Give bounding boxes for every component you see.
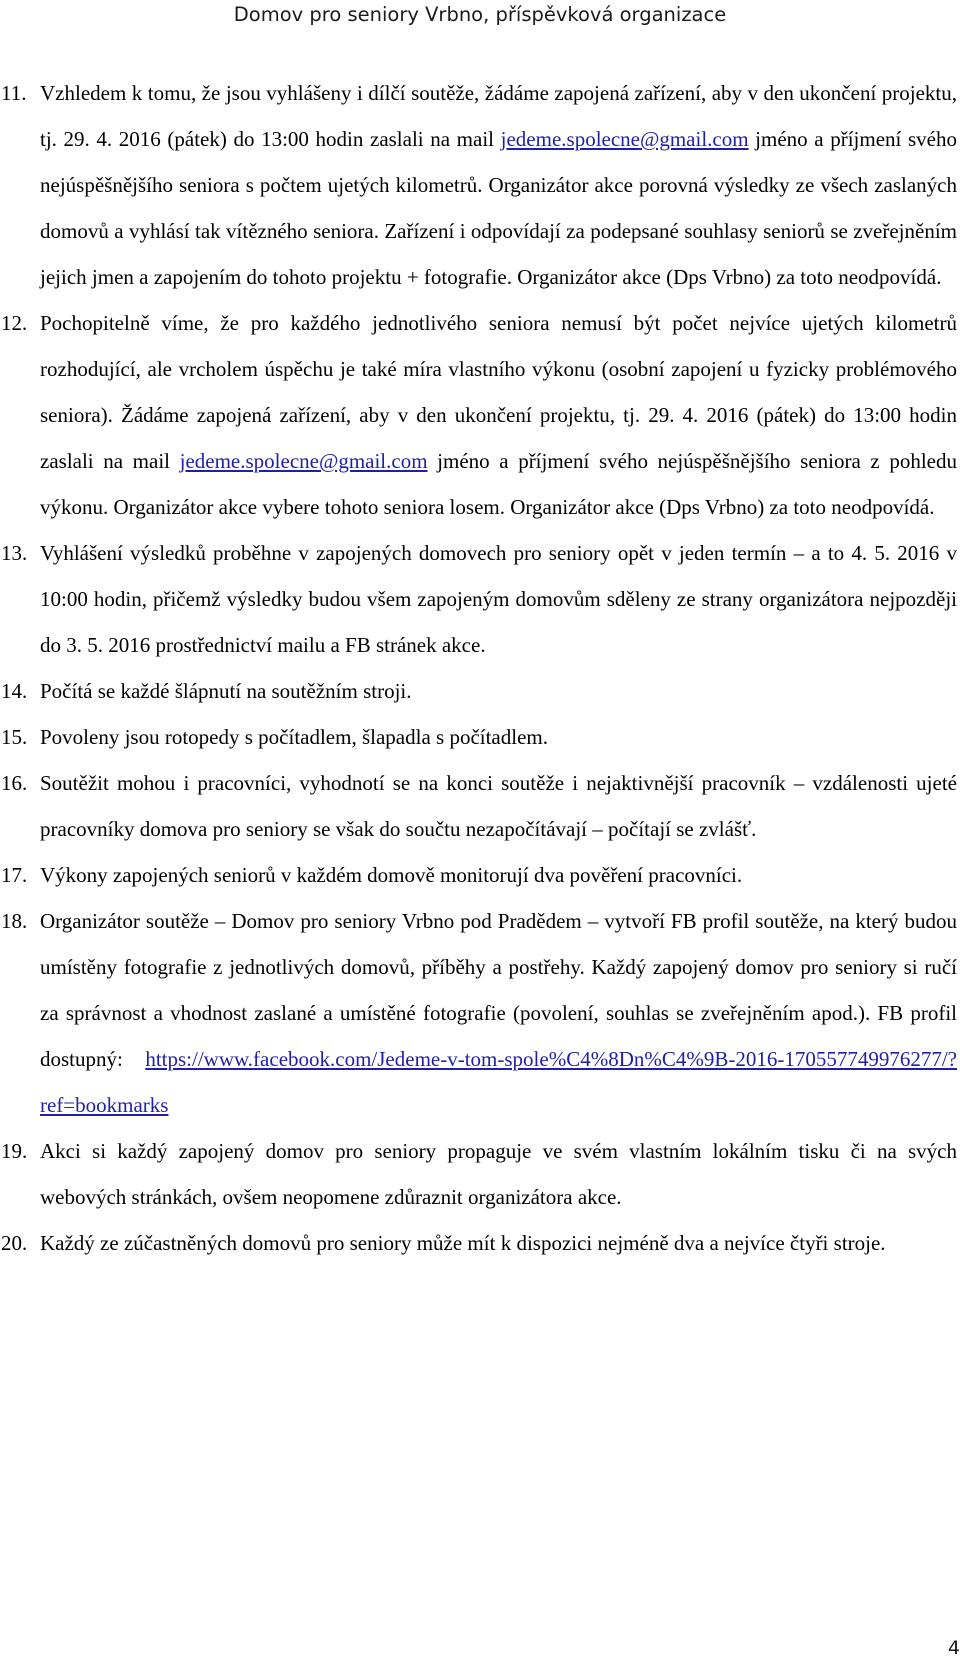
list-item-11 — [0, 70, 957, 300]
item-number: 13. — [1, 541, 28, 565]
list-item-12 — [0, 300, 957, 530]
list-item-17 — [0, 852, 957, 898]
email-link[interactable]: jedeme.spolecne@gmail.com — [500, 127, 749, 151]
item-number: 19. — [1, 1139, 28, 1163]
document-body — [0, 70, 960, 1266]
item-text: Počítá se každé šlápnutí na soutěžním stroji. — [40, 679, 412, 703]
item-text: Povoleny jsou rotopedy s počítadlem, šlapadla s počítadlem. — [40, 725, 548, 749]
item-number: 18. — [1, 909, 28, 933]
facebook-profile-link[interactable]: https://www.facebook.com/Jedeme-v-tom-spole%C4%8Dn%C4%9B-2016-170557749976277/?ref=bookmarks — [40, 1047, 957, 1117]
list-item-20 — [0, 1220, 957, 1266]
item-text: Akci si každý zapojený domov pro seniory propaguje ve svém vlastním lokálním tisku či na svých webových stránkách, ovšem neopomene zdůraznit organizátora akce. — [40, 1139, 957, 1209]
list-item-16 — [0, 760, 957, 852]
page-number: 4 — [947, 1637, 960, 1659]
item-text: Organizátor soutěže – Domov pro seniory Vrbno pod Pradědem – vytvoří FB profil soutěže, na který budou umístěny fotografie z jednotlivých domovů, příběhy a postřehy. Každý zapojený domov pro seniory si ručí za správnost a vhodnost zaslané a umístěné fotografie (povolení, souhlas se zveřejněním apod.). FB profil dostupný: — [40, 909, 957, 1071]
item-text: Pochopitelně víme, že pro každého jednotlivého seniora nemusí být počet nejvíce ujetých kilometrů rozhodující, ale vrcholem úspěchu je také míra vlastního výkonu (osobní zapojení u fyzicky problémového seniora). Žádáme zapojená zařízení, aby v den ukončení projektu, tj. 29. 4. 2016 (pátek) do 13:00 hodin zaslali na mail — [40, 311, 957, 473]
item-number: 17. — [1, 863, 28, 887]
item-number: 14. — [1, 679, 28, 703]
item-number: 12. — [1, 311, 28, 335]
item-number: 20. — [1, 1231, 28, 1255]
item-text-continued: jméno a příjmení svého nejúspěšnějšího seniora z pohledu výkonu. Organizátor akce vybere tohoto seniora losem. Organizátor akce (Dps Vrbno) za toto neodpovídá. — [40, 449, 957, 519]
list-item-18 — [0, 898, 957, 1128]
item-text: Výkony zapojených seniorů v každém domově monitorují dva pověření pracovníci. — [40, 863, 743, 887]
email-link[interactable]: jedeme.spolecne@gmail.com — [179, 449, 428, 473]
list-item-14 — [0, 668, 957, 714]
item-text: Vyhlášení výsledků proběhne v zapojených domovech pro seniory opět v jeden termín – a to 4. 5. 2016 v 10:00 hodin, přičemž výsledky budou všem zapojeným domovům sděleny ze strany organizátora nejpozději do 3. 5. 2016 prostřednictví mailu a FB stránek akce. — [40, 541, 957, 657]
item-text: Vzhledem k tomu, že jsou vyhlášeny i dílčí soutěže, žádáme zapojená zařízení, aby v den ukončení projektu, tj. 29. 4. 2016 (pátek) do 13:00 hodin zaslali na mail — [40, 81, 957, 151]
list-item-15 — [0, 714, 957, 760]
item-number: 16. — [1, 771, 28, 795]
page-header — [0, 2, 960, 28]
item-number: 11. — [1, 81, 27, 105]
list-item-13 — [0, 530, 957, 668]
header-title: Domov pro seniory Vrbno, příspěvková organizace — [233, 3, 727, 26]
item-text-continued: jméno a příjmení svého nejúspěšnějšího seniora s počtem ujetých kilometrů. Organizátor akce porovná výsledky ze všech zaslaných domovů a vyhlásí tak vítězného seniora. Zařízení i odpovídají za podepsané souhlasy seniorů se zveřejněním jejich jmen a zapojením do tohoto projektu + fotografie. Organizátor akce (Dps Vrbno) za toto neodpovídá. — [40, 127, 957, 289]
item-number: 15. — [1, 725, 28, 749]
item-text: Každý ze zúčastněných domovů pro seniory může mít k dispozici nejméně dva a nejvíce čtyři stroje. — [40, 1231, 886, 1255]
list-item-19 — [0, 1128, 957, 1220]
item-text: Soutěžit mohou i pracovníci, vyhodnotí se na konci soutěže i nejaktivnější pracovník – vzdálenosti ujeté pracovníky domova pro seniory se však do součtu nezapočítávají – počítají se zvlášť. — [40, 771, 957, 841]
